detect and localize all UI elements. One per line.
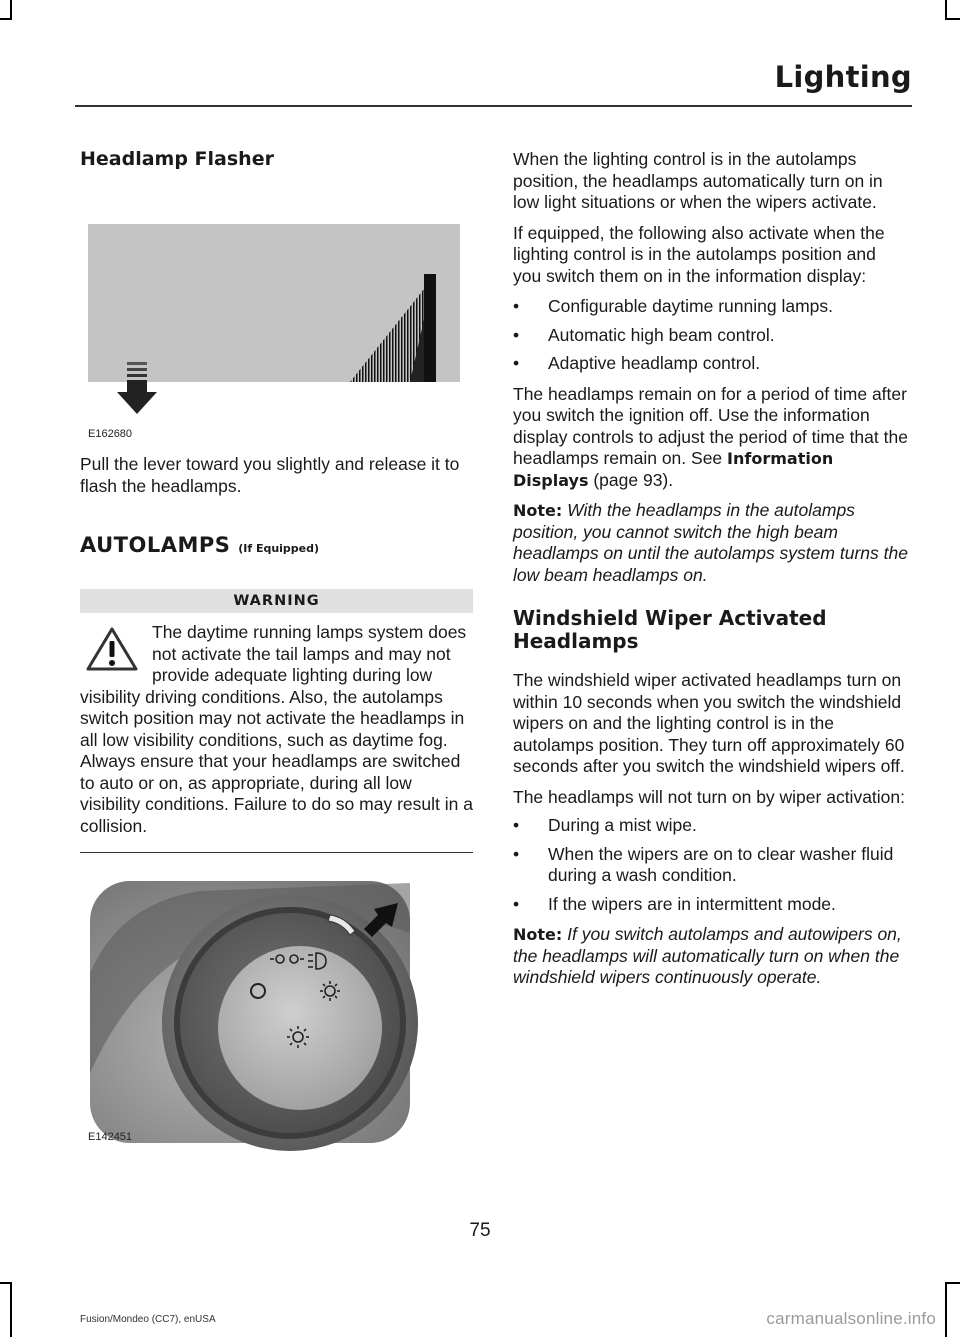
crop-mark-bottom-left bbox=[10, 1282, 12, 1337]
note-high-beam: Note: With the headlamps in the autolamps position, you cannot switch the high beam headlamps on until the autolamps system turns the low beam headlamps on. bbox=[513, 500, 908, 585]
wiper-headlamps-heading: Windshield Wiper Activated Headlamps bbox=[513, 606, 827, 653]
warning-triangle-icon bbox=[86, 626, 138, 672]
crop-mark-bottom-right bbox=[945, 1282, 960, 1284]
crop-mark-top-left bbox=[10, 0, 12, 20]
lighting-control-illustration bbox=[80, 873, 473, 1161]
list-item: • If the wipers are in intermittent mode. bbox=[513, 893, 836, 914]
headlamp-flasher-illustration bbox=[80, 224, 473, 447]
figure-id: E142451 bbox=[88, 1131, 133, 1143]
note-autowipers: Note: If you switch autolamps and autowipers on, the headlamps will automatically turn on when the windshield wipers continuously operate. bbox=[513, 924, 902, 987]
headlamp-flasher-text: Pull the lever toward you slightly and release it to flash the headlamps. bbox=[80, 454, 460, 496]
crop-mark-bottom-right bbox=[945, 1282, 947, 1337]
crop-mark-bottom-left bbox=[0, 1282, 12, 1284]
warning-bottom-rule bbox=[80, 852, 473, 853]
headlamp-flasher-figure bbox=[80, 224, 473, 447]
wiper-exceptions-intro: The headlamps will not turn on by wiper activation: bbox=[513, 786, 906, 807]
warning-text: The daytime running lamps system does not activate the tail lamps and may not provide adequate lighting during low visibility driving conditions. Also, the autolamps switch position may not activate the headlamps in all low visibility conditions, such as daytime fog. Always ensure that your headlamps are switched to auto or on, as appropriate, during all low visibility conditions. Failure to do so may result in a collision. bbox=[80, 622, 473, 836]
autolamps-feature-list bbox=[513, 296, 908, 375]
autolamps-intro: When the lighting control is in the autolamps position, the headlamps automatically turn on in low light situations or when the wipers activate. bbox=[513, 149, 883, 212]
list-item: • During a mist wipe. bbox=[513, 815, 697, 835]
crop-mark-top-right bbox=[945, 18, 960, 20]
crop-mark-top-left bbox=[0, 18, 12, 20]
warning-label: WARNING bbox=[80, 589, 473, 613]
figure-id: E162680 bbox=[88, 428, 133, 440]
list-item: • Adaptive headlamp control. bbox=[513, 353, 761, 373]
lighting-control-figure bbox=[80, 873, 473, 1161]
list-item: • Automatic high beam control. bbox=[513, 324, 775, 345]
watermark-site: carmanualsonline.info bbox=[766, 1309, 936, 1328]
autolamps-title: AUTOLAMPS bbox=[80, 533, 231, 557]
wiper-headlamps-text: The windshield wiper activated headlamps turn on within 10 seconds when you switch the windshield wipers on and the lighting control is in the autolamps position. They turn off approximately 60 seconds after you switch the windshield wipers off. bbox=[513, 670, 905, 776]
warning-box bbox=[80, 589, 473, 853]
if-equipped-label: (If Equipped) bbox=[238, 542, 320, 555]
wiper-exceptions-list bbox=[513, 815, 908, 915]
page-number: 75 bbox=[469, 1220, 491, 1241]
autolamps-equipped-text: If equipped, the following also activate when the lighting control is in the autolamps position and you switch them on in the information display: bbox=[513, 222, 885, 286]
document-id: Fusion/Mondeo (CC7), enUSA bbox=[80, 1314, 216, 1325]
crop-mark-top-right bbox=[945, 0, 947, 20]
header-divider bbox=[75, 105, 912, 107]
list-item: • Configurable daytime running lamps. bbox=[513, 296, 834, 316]
headlamp-delay-text: The headlamps remain on for a period of time after you switch the ignition off. Use the information display controls to adjust the period of time that the headlamps remain on. See Information Displays (page 93). bbox=[513, 383, 908, 490]
left-column bbox=[80, 145, 473, 1161]
headlamp-flasher-heading: Headlamp Flasher bbox=[80, 148, 274, 170]
page-header-title: Lighting bbox=[774, 60, 912, 94]
list-item: • When the wipers are on to clear washer fluid during a wash condition. bbox=[513, 843, 894, 885]
autolamps-heading bbox=[80, 533, 473, 557]
right-column bbox=[513, 145, 908, 989]
information-displays-link[interactable]: Information Displays bbox=[513, 449, 834, 490]
